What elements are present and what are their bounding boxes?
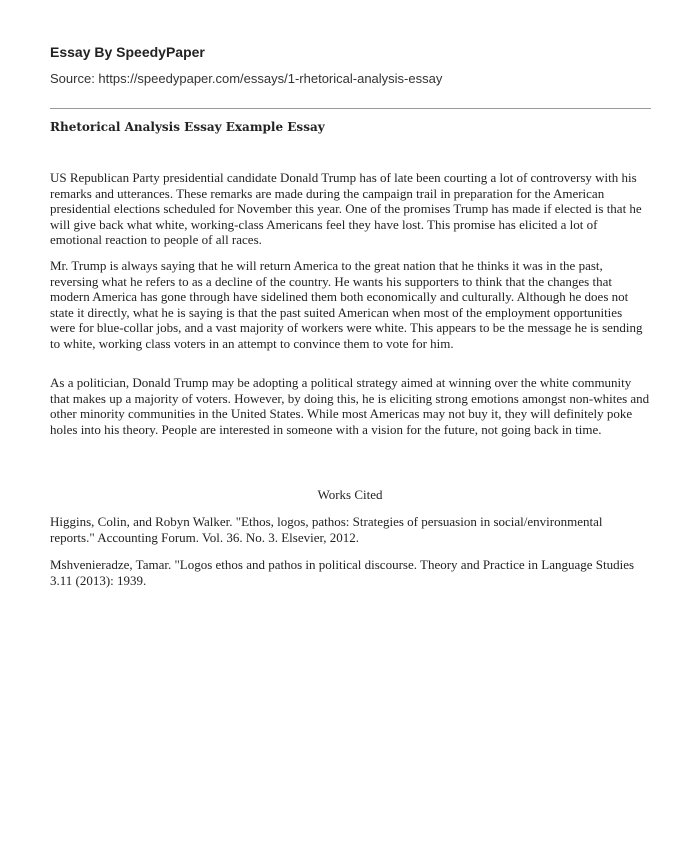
source-line: Source: https://speedypaper.com/essays/1-rhetorical-analysis-essay <box>50 71 443 86</box>
works-cited-heading: Works Cited <box>317 487 383 502</box>
header-divider <box>50 108 651 109</box>
essay-paragraph-2: Mr. Trump is always saying that he will return America to the great nation that he thinks it was in the past, reversing what he refers to as a decline of the country. He wants his supporters to think that the changes that modern America has gone through have sidelined them both economically and culturally. Although he does not state it directly, what he is saying is that the past suited American when most of the employment opportunities were for blue-collar jobs, and a vast majority of workers were white. This appears to be the message he is sending to white, working class voters in an attempt to convince them to vote for him. <box>50 258 643 351</box>
document-header-title: Essay By SpeedyPaper <box>50 44 205 60</box>
citation-entry-1: Higgins, Colin, and Robyn Walker. "Ethos, logos, pathos: Strategies of persuasion in social/environmental reports." Accounting Forum. Vol. 36. No. 3. Elsevier, 2012. <box>50 514 603 545</box>
essay-title: Rhetorical Analysis Essay Example Essay <box>50 120 325 134</box>
citation-entry-2: Mshvenieradze, Tamar. "Logos ethos and pathos in political discourse. Theory and Practice in Language Studies 3.11 (2013): 1939. <box>50 557 635 588</box>
essay-paragraph-1: US Republican Party presidential candidate Donald Trump has of late been courting a lot of controversy with his remarks and utterances. These remarks are made during the campaign trail in preparation for the American presidential elections scheduled for November this year. One of the promises Trump has made if elected is that he will give back what white, working-class Americans feel they have lost. This promise has elicited a lot of emotional reaction to people of all races. <box>50 170 642 248</box>
essay-paragraph-3: As a politician, Donald Trump may be adopting a political strategy aimed at winning over the white community that makes up a majority of voters. However, by doing this, he is eliciting strong emotions amongst non-whites and other minority communities in the United States. While most Americas may not buy it, they will definitely poke holes into his theory. People are interested in someone with a vision for the future, not going back in time. <box>50 375 650 437</box>
